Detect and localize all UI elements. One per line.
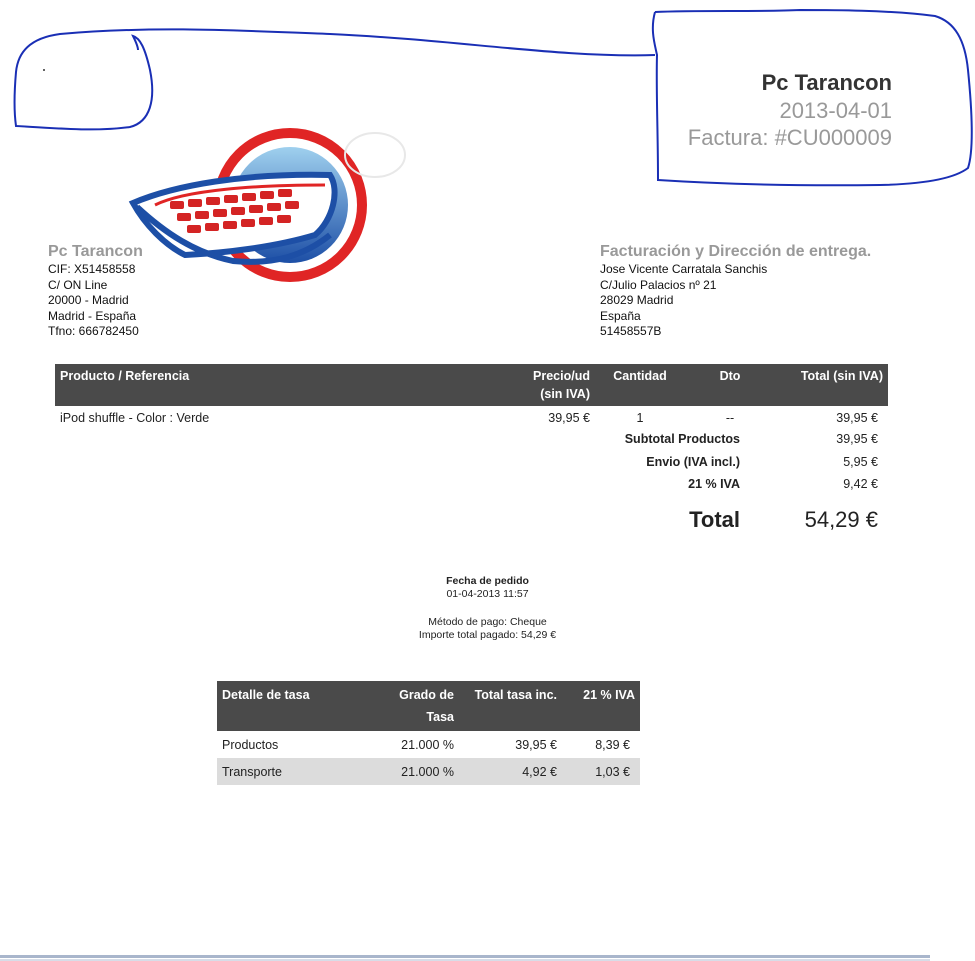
product-name: iPod shuffle - Color : Verde bbox=[60, 411, 210, 425]
invoice-number: Factura: #CU000009 bbox=[687, 125, 892, 150]
buyer-line: 51458557B bbox=[600, 324, 662, 338]
tax-detail: Productos bbox=[222, 737, 279, 752]
annotation-dot bbox=[43, 69, 45, 71]
invoice-date: 2013-04-01 bbox=[779, 98, 892, 123]
grand-total-label: Total bbox=[689, 506, 740, 532]
col-product: Producto / Referencia bbox=[55, 364, 505, 406]
buyer-line: España bbox=[600, 308, 641, 323]
col-tax-iva: 21 % IVA bbox=[562, 681, 640, 731]
tax-label: 21 % IVA bbox=[688, 477, 740, 492]
buyer-heading: Facturación y Dirección de entrega. bbox=[600, 243, 872, 260]
tax-total: 39,95 € bbox=[515, 737, 557, 752]
col-total: Total (sin IVA) bbox=[775, 364, 888, 406]
products-header-row bbox=[55, 364, 888, 406]
col-qty: Cantidad bbox=[595, 364, 685, 406]
col-price-line1: Precio/ud bbox=[533, 369, 590, 383]
seller-line: C/ ON Line bbox=[48, 277, 108, 292]
seller-line: CIF: X51458558 bbox=[48, 262, 136, 276]
table-row bbox=[217, 758, 640, 785]
tax-rate: 21.000 % bbox=[401, 737, 454, 752]
seller-name: Pc Tarancon bbox=[48, 243, 143, 260]
products-table bbox=[55, 364, 888, 430]
shipping-row bbox=[560, 451, 888, 474]
tax-header-row bbox=[217, 681, 640, 731]
tax-detail: Transporte bbox=[217, 758, 377, 785]
company-logo bbox=[125, 115, 455, 350]
subtotal-label: Subtotal Productos bbox=[624, 432, 740, 447]
product-total: 39,95 € bbox=[836, 411, 878, 425]
order-info bbox=[300, 575, 675, 642]
col-tax-rate-line2: Tasa bbox=[426, 710, 454, 724]
col-tax-total: Total tasa inc. bbox=[459, 681, 562, 731]
table-row bbox=[55, 406, 888, 430]
tax-iva: 1,03 € bbox=[562, 758, 640, 785]
payment-method: Método de pago: Cheque bbox=[428, 616, 547, 628]
tax-rate: 21.000 % bbox=[377, 758, 459, 785]
col-tax-rate bbox=[377, 681, 459, 731]
buyer-line: Jose Vicente Carratala Sanchis bbox=[600, 262, 768, 276]
tax-total: 4,92 € bbox=[459, 758, 562, 785]
col-price-line2: (sin IVA) bbox=[540, 387, 590, 401]
tax-iva: 8,39 € bbox=[595, 737, 630, 752]
footer-divider bbox=[0, 955, 930, 958]
totals-block bbox=[560, 428, 888, 540]
buyer-line: 28029 Madrid bbox=[600, 293, 674, 307]
subtotal-value: 39,95 € bbox=[836, 432, 878, 447]
seller-line: 20000 - Madrid bbox=[48, 293, 129, 307]
product-discount: -- bbox=[725, 411, 735, 425]
table-row bbox=[217, 731, 640, 758]
tax-table bbox=[217, 681, 640, 785]
product-qty: 1 bbox=[636, 411, 644, 425]
tax-value: 9,42 € bbox=[843, 477, 878, 492]
col-tax-detail: Detalle de tasa bbox=[217, 681, 377, 731]
seller-address bbox=[48, 242, 143, 340]
seller-line: Tfno: 666782450 bbox=[48, 324, 139, 338]
buyer-line: C/Julio Palacios nº 21 bbox=[600, 277, 717, 292]
seller-line: Madrid - España bbox=[48, 308, 137, 323]
col-discount: Dto bbox=[685, 364, 775, 406]
col-tax-rate-line1: Grado de bbox=[399, 688, 454, 702]
buyer-address bbox=[600, 242, 871, 340]
order-date-value: 01-04-2013 11:57 bbox=[446, 588, 529, 600]
order-date-label: Fecha de pedido bbox=[446, 575, 529, 587]
shipping-label: Envio (IVA incl.) bbox=[646, 454, 740, 469]
grand-total-row bbox=[560, 500, 888, 540]
shipping-value: 5,95 € bbox=[843, 454, 878, 469]
amount-paid: Importe total pagado: 54,29 € bbox=[418, 629, 557, 641]
product-price: 39,95 € bbox=[548, 411, 590, 425]
tax-row bbox=[560, 473, 888, 496]
col-price bbox=[505, 364, 595, 406]
shop-name: Pc Tarancon bbox=[761, 70, 892, 95]
subtotal-row bbox=[560, 428, 888, 451]
grand-total-value: 54,29 € bbox=[804, 506, 878, 532]
